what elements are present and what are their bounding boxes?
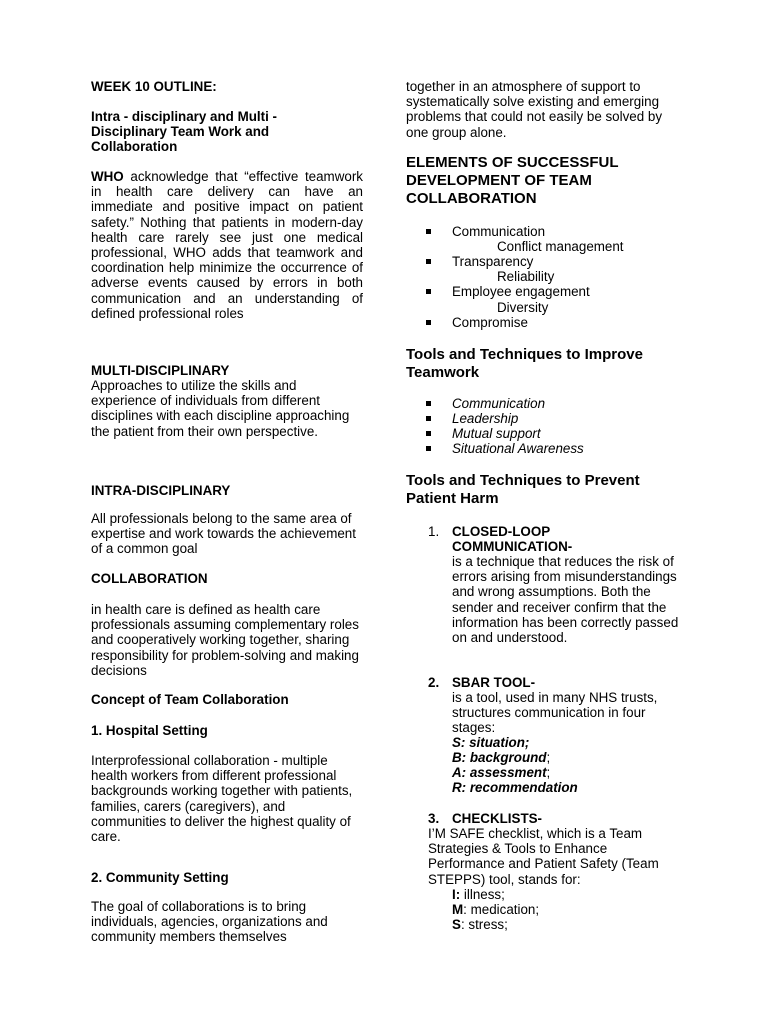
bullet-icon [426,320,431,325]
multi-text: Approaches to utilize the skills and experience of individuals from different disciplines with each discipline approaching the patient from their own perspective. [91,378,350,439]
concept-heading: Concept of Team Collaboration [91,692,289,707]
closed-loop-title: CLOSED-LOOP COMMUNICATION- [452,524,573,555]
collaboration-text: in health care is defined as health care professionals assuming complementary roles and cooperatively working together, sharing responsibility for problem-solving and making decisions [91,602,359,678]
sbar-a: A: assessment; [452,765,551,780]
list-number: 3. [428,811,440,826]
who-text: acknowledge that “effective teamwork in health care delivery can have an immediate and positive impact on patient safety.” Nothing that patients in modern-day health care rarely see just one medical professional, WHO adds that teamwork and coordination help minimize the occurrence of adverse events caused by errors in both communication and an understanding of defined professional roles [91,169,363,321]
topic-title [91,109,363,155]
topic-title-line-2: Disciplinary Team Work and [91,124,270,140]
topic-title-line-3: Collaboration [91,139,178,155]
elements-heading: ELEMENTS OF SUCCESSFUL DEVELOPMENT OF TEAM COLLABORATION [406,154,619,207]
multi-heading: MULTI-DISCIPLINARY [91,363,230,378]
bullet-icon [426,416,431,421]
continued-text: together in an atmosphere of support to systematically solve existing and emerging problems that could not easily be solved by one group alone. [406,79,663,140]
list-subitem: Reliability [497,269,555,284]
intra-text: All professionals belong to the same area of expertise and work towards the achievement of a common goal [91,511,356,557]
hospital-text: Interprofessional collaboration - multiple health workers from different professional backgrounds working together with patients, families, carers (caregivers), and communities to deliver the highest quality of care. [91,753,353,845]
intra-heading: INTRA-DISCIPLINARY [91,483,231,498]
closed-loop-text: is a technique that reduces the risk of errors arising from misunderstandings and wrong assumptions. Both the sender and receiver confirm that the information has been correctly passed on and understood. [452,554,679,646]
community-heading: 2. Community Setting [91,870,229,885]
list-number: 2. [428,675,440,690]
bullet-icon [426,289,431,294]
checklist-medication: M: medication; [452,902,540,917]
harm-heading: Tools and Techniques to Prevent Patient Harm [406,472,640,507]
sbar-text: is a tool, used in many NHS trusts, structures communication in four stages: [452,690,658,736]
who-label: WHO [91,169,124,184]
checklists-title: CHECKLISTS- [452,811,543,826]
list-subitem: Diversity [497,300,549,315]
hospital-heading: 1. Hospital Setting [91,723,208,738]
teamwork-heading: Tools and Techniques to Improve Teamwork [406,346,643,381]
bullet-icon [426,229,431,234]
sbar-r: R: recommendation [452,780,578,795]
who-paragraph [91,169,363,321]
sbar-s: S: situation; [452,735,530,750]
checklists-text: I’M SAFE checklist, which is a Team Strategies & Tools to Enhance Performance and Patient Safety (Team STEPPS) tool, stands for: [428,826,659,887]
bullet-icon [426,401,431,406]
bullet-icon [426,431,431,436]
checklist-illness: I: illness; [452,887,505,902]
community-text: The goal of collaborations is to bring individuals, agencies, organizations and community members themselves [91,899,328,945]
bullet-icon [426,259,431,264]
topic-title-line-1: Intra - disciplinary and Multi - [91,109,277,124]
checklist-stress: S: stress; [452,917,508,932]
bullet-icon [426,446,431,451]
sbar-b: B: background; [452,750,551,765]
sbar-title: SBAR TOOL- [452,675,536,690]
list-subitem: Conflict management [497,239,624,254]
list-number: 1. [428,524,440,539]
collaboration-heading: COLLABORATION [91,571,208,586]
week-title: WEEK 10 OUTLINE: [91,79,217,94]
